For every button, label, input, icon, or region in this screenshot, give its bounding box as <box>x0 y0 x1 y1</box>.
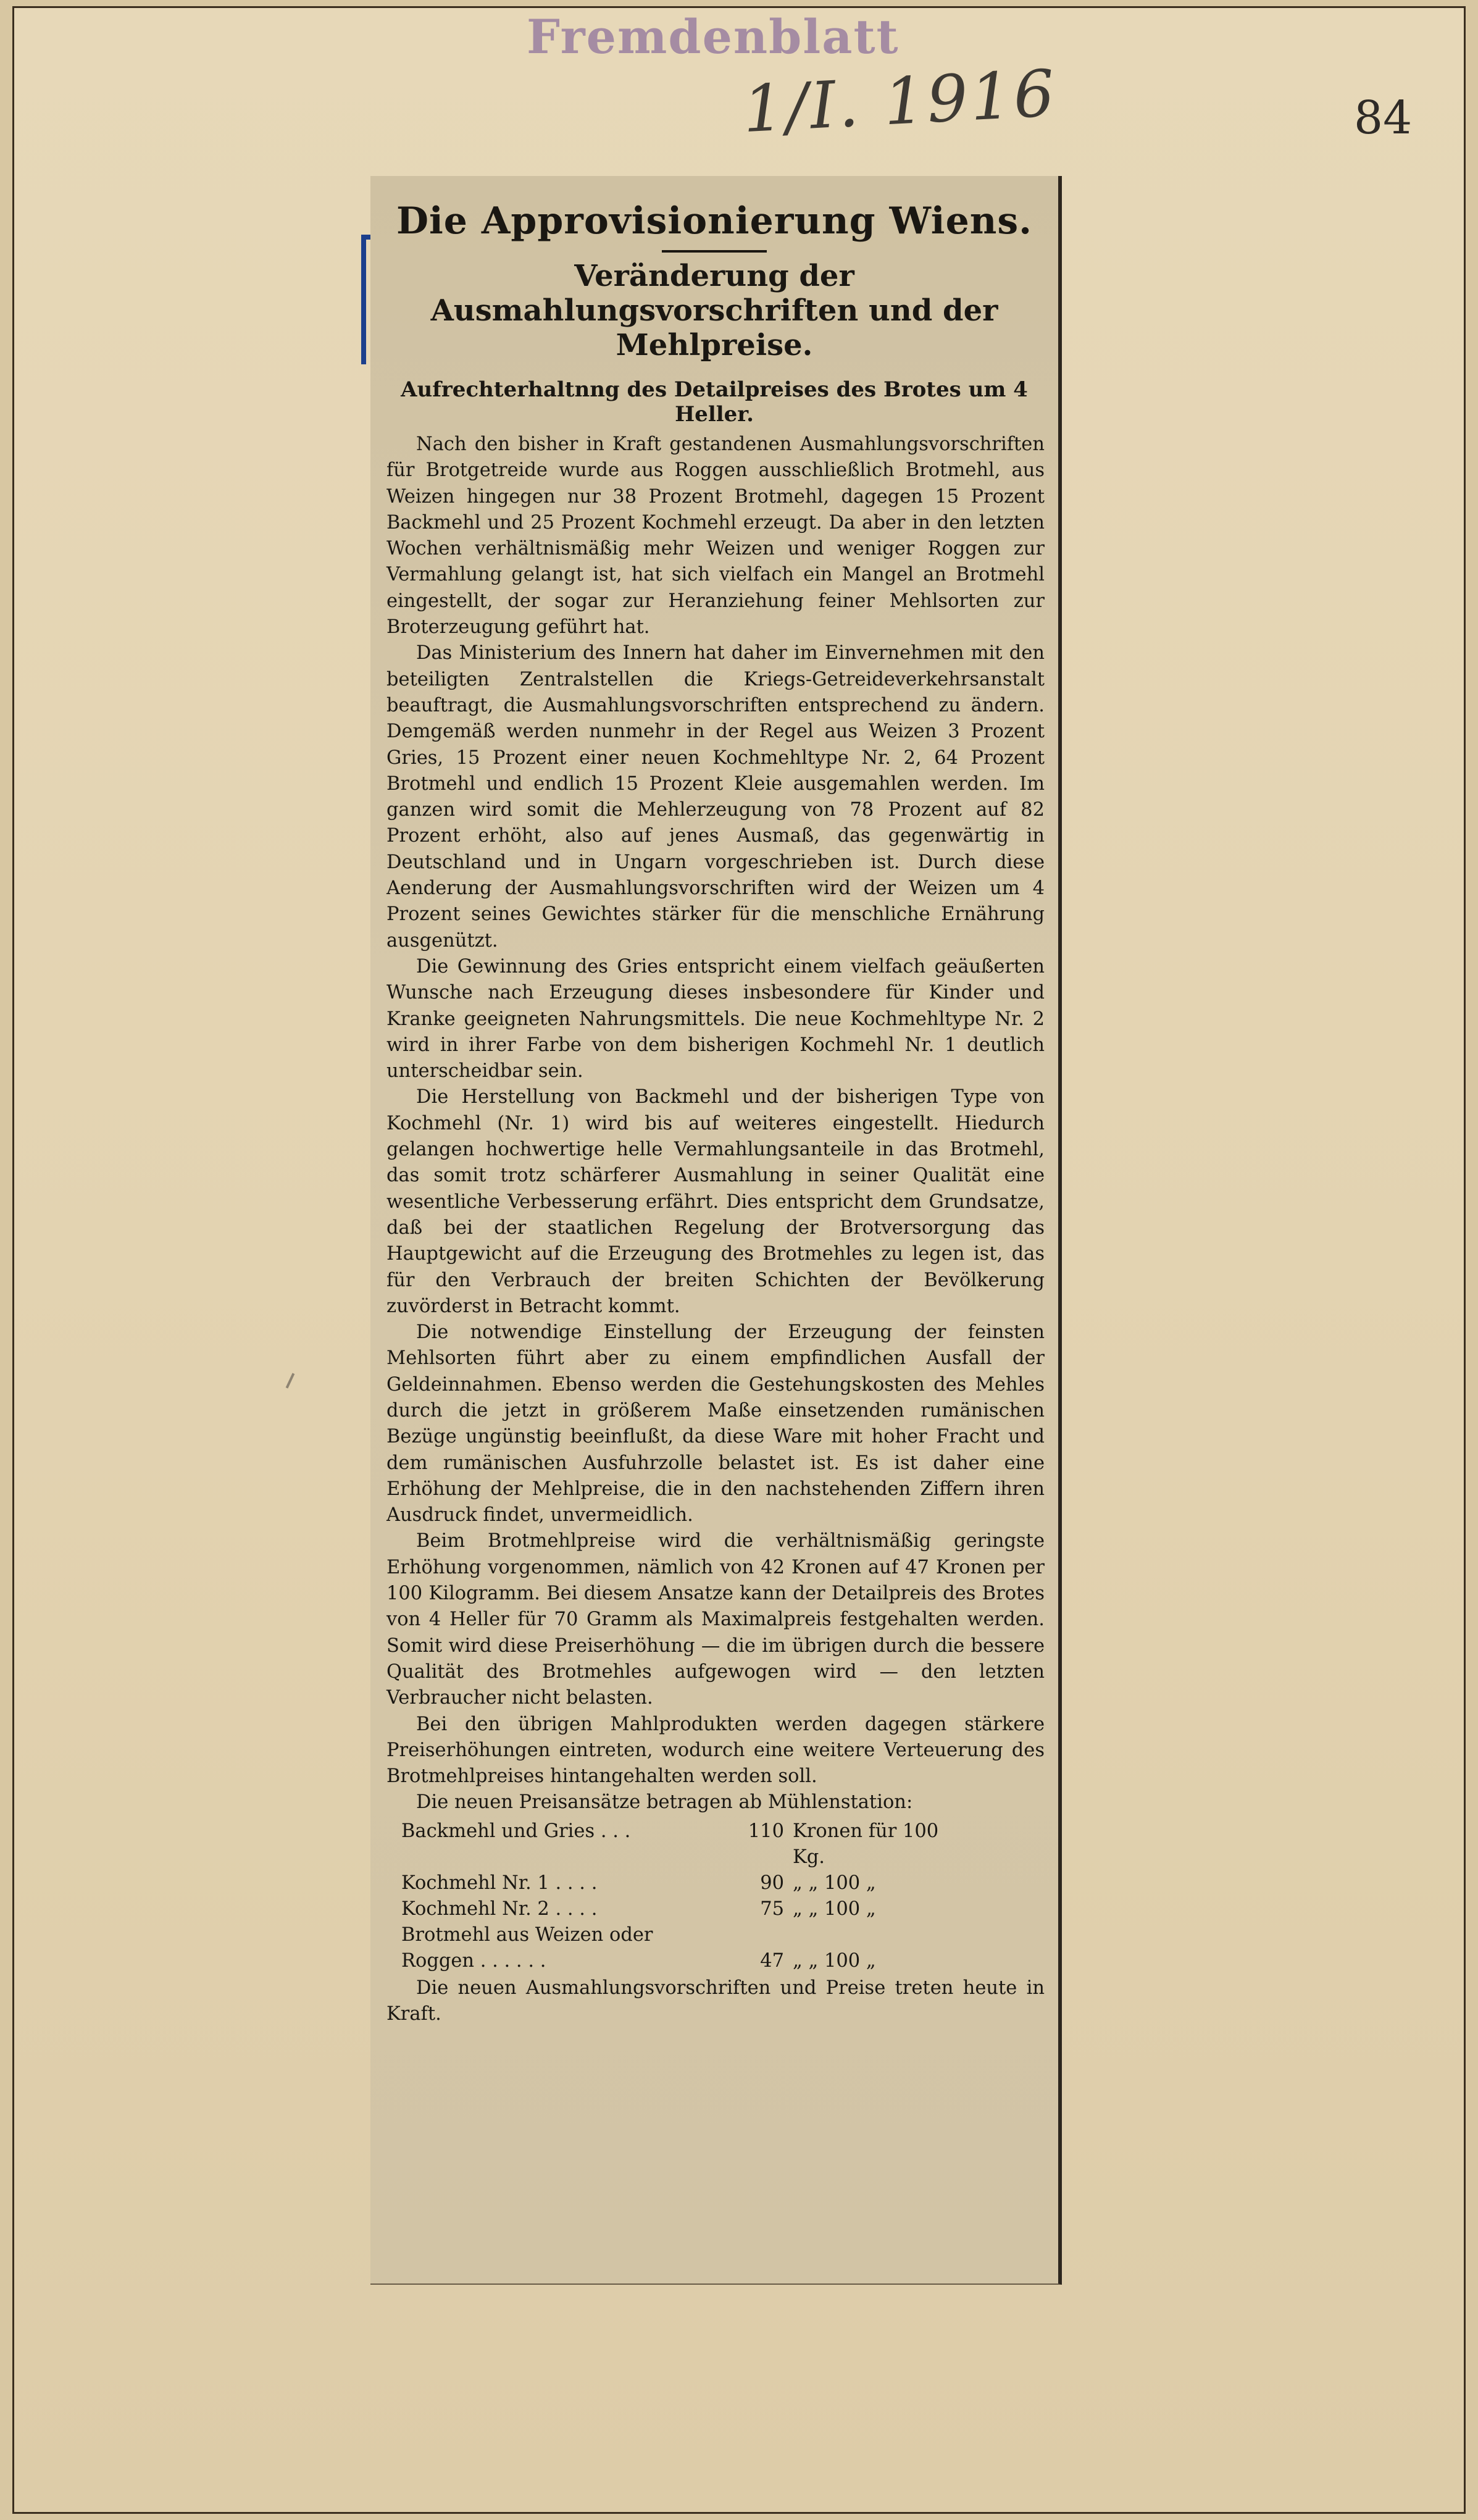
price-table <box>401 1819 966 1974</box>
paragraph: Die neuen Preisansätze betragen ab Mühlenstation: <box>416 1791 913 1814</box>
price-value: 75 <box>760 1898 784 1920</box>
article-subtitle: Veränderung der Ausmahlungsvorschriften und der Mehlpreise. <box>430 259 998 362</box>
page-number: 84 <box>1354 91 1413 144</box>
price-unit: „ „ 100 „ <box>793 1898 876 1920</box>
paragraph: Beim Brotmehlpreise wird die verhältnismäßig geringste Erhöhung vorgenommen, nämlich von 42 Kronen auf 47 Kronen per 100 Kilogramm. Bei diesem Ansatze kann der Detailpreis des Brotes von 4 Heller für 70 Gramm als Maximalpreis festgehalten werden. Somit wird diese Preiserhöhung — die im übrigen durch die bessere Qualität des Brotmehles aufgewogen wird — den letzten Verbraucher nicht belasten. <box>386 1530 1045 1709</box>
price-unit <box>793 1922 966 1948</box>
paragraph: Die Herstellung von Backmehl und der bisherigen Type von Kochmehl (Nr. 1) wird bis auf weiteres eingestellt. Hiedurch gelangen hochwertige helle Vermahlungsanteile in das Brotmehl, das somit trotz schärferer Ausmahlung in seiner Qualität eine wesentliche Verbesserung erfährt. Dies entspricht dem Grundsatze, daß bei der staatlichen Regelung der Brotversorgung das Hauptgewicht auf die Erzeugung des Brotmehles zu legen ist, das für den Verbrauch der breiten Schichten der Bevölkerung zuvörderst in Betracht kommt. <box>386 1086 1045 1317</box>
price-value <box>722 1922 793 1948</box>
article-subheading: Aufrechterhaltnng des Detailpreises des Brotes um 4 Heller. <box>401 377 1028 427</box>
price-unit: „ „ 100 „ <box>793 1872 876 1894</box>
handwritten-date: 1/I. 1916 <box>741 55 1059 148</box>
price-product: Backmehl und Gries . . . <box>401 1820 631 1842</box>
newspaper-clipping <box>370 176 1062 2285</box>
newspaper-stamp: Fremdenblatt <box>527 9 900 64</box>
title-divider <box>662 250 767 253</box>
paragraph: Die Gewinnung des Gries entspricht einem vielfach geäußerten Wunsche nach Erzeugung dieses insbesondere für Kinder und Kranke geeigneten Nahrungsmittels. Die neue Kochmehltype Nr. 2 wird in ihrer Farbe von dem bisherigen Kochmehl Nr. 1 deutlich unterscheidbar sein. <box>386 955 1045 1082</box>
price-unit: Kronen für 100 Kg. <box>793 1820 939 1868</box>
price-row <box>401 1819 966 1870</box>
price-row <box>401 1922 966 1948</box>
price-product: Kochmehl Nr. 1 . . . . <box>401 1872 598 1894</box>
price-row <box>401 1870 966 1896</box>
pencil-mark <box>286 1373 295 1388</box>
paragraph: Nach den bisher in Kraft gestandenen Ausmahlungsvorschriften für Brotgetreide wurde aus Roggen ausschließlich Brotmehl, aus Weizen hingegen nur 38 Prozent Brotmehl, dagegen 15 Prozent Backmehl und 25 Prozent Kochmehl erzeugt. Da aber in den letzten Wochen verhältnismäßig mehr Weizen und weniger Roggen zur Vermahlung gelangt ist, hat sich vielfach ein Mangel an Brotmehl eingestellt, der sogar zur Heranziehung feiner Mehlsorten zur Broterzeugung geführt hat. <box>386 433 1045 638</box>
price-row <box>401 1896 966 1922</box>
price-unit: „ „ 100 „ <box>793 1949 876 1972</box>
article-body <box>386 432 1045 1816</box>
price-value: 47 <box>760 1949 784 1972</box>
price-product: Kochmehl Nr. 2 . . . . <box>401 1898 598 1920</box>
price-product: Roggen . . . . . . <box>401 1949 546 1972</box>
article-closing: Die neuen Ausmahlungsvorschriften und Preise treten heute in Kraft. <box>386 1977 1045 2025</box>
price-product: Brotmehl aus Weizen oder <box>401 1923 653 1946</box>
paragraph: Das Ministerium des Innern hat daher im Einvernehmen mit den beteiligten Zentralstellen die Kriegs-Getreideverkehrsanstalt beauftragt, die Ausmahlungsvorschriften entsprechend zu ändern. Demgemäß werden nunmehr in der Regel aus Weizen 3 Prozent Gries, 15 Prozent einer neuen Kochmehltype Nr. 2, 64 Prozent Brotmehl und endlich 15 Prozent Kleie ausgemahlen werden. Im ganzen wird somit die Mehlerzeugung von 78 Prozent auf 82 Prozent erhöht, also auf jenes Ausmaß, das gegenwärtig in Deutschland und in Ungarn vorgeschrieben ist. Durch diese Aenderung der Ausmahlungsvorschriften wird der Weizen um 4 Prozent seines Gewichtes stärker für die menschliche Ernährung ausgenützt. <box>386 642 1045 952</box>
paragraph: Die notwendige Einstellung der Erzeugung der feinsten Mehlsorten führt aber zu einem empfindlichen Ausfall der Geldeinnahmen. Ebenso werden die Gestehungskosten des Mehles durch die jetzt in größerem Maße einsetzenden rumänischen Bezüge ungünstig beeinflußt, da diese Ware mit hoher Fracht und dem rumänischen Ausfuhrzolle belastet ist. Es ist daher eine Erhöhung der Mehlpreise, die in den nachstehenden Ziffern ihren Ausdruck findet, unvermeidlich. <box>386 1321 1045 1526</box>
price-value: 110 <box>748 1820 784 1842</box>
price-row <box>401 1948 966 1974</box>
article-title: Die Approvisionierung Wiens. <box>396 199 1033 243</box>
paragraph: Bei den übrigen Mahlprodukten werden dagegen stärkere Preiserhöhungen eintreten, wodurch eine weitere Verteuerung des Brotmehlpreises hintangehalten werden soll. <box>386 1713 1045 1788</box>
price-value: 90 <box>760 1872 784 1894</box>
